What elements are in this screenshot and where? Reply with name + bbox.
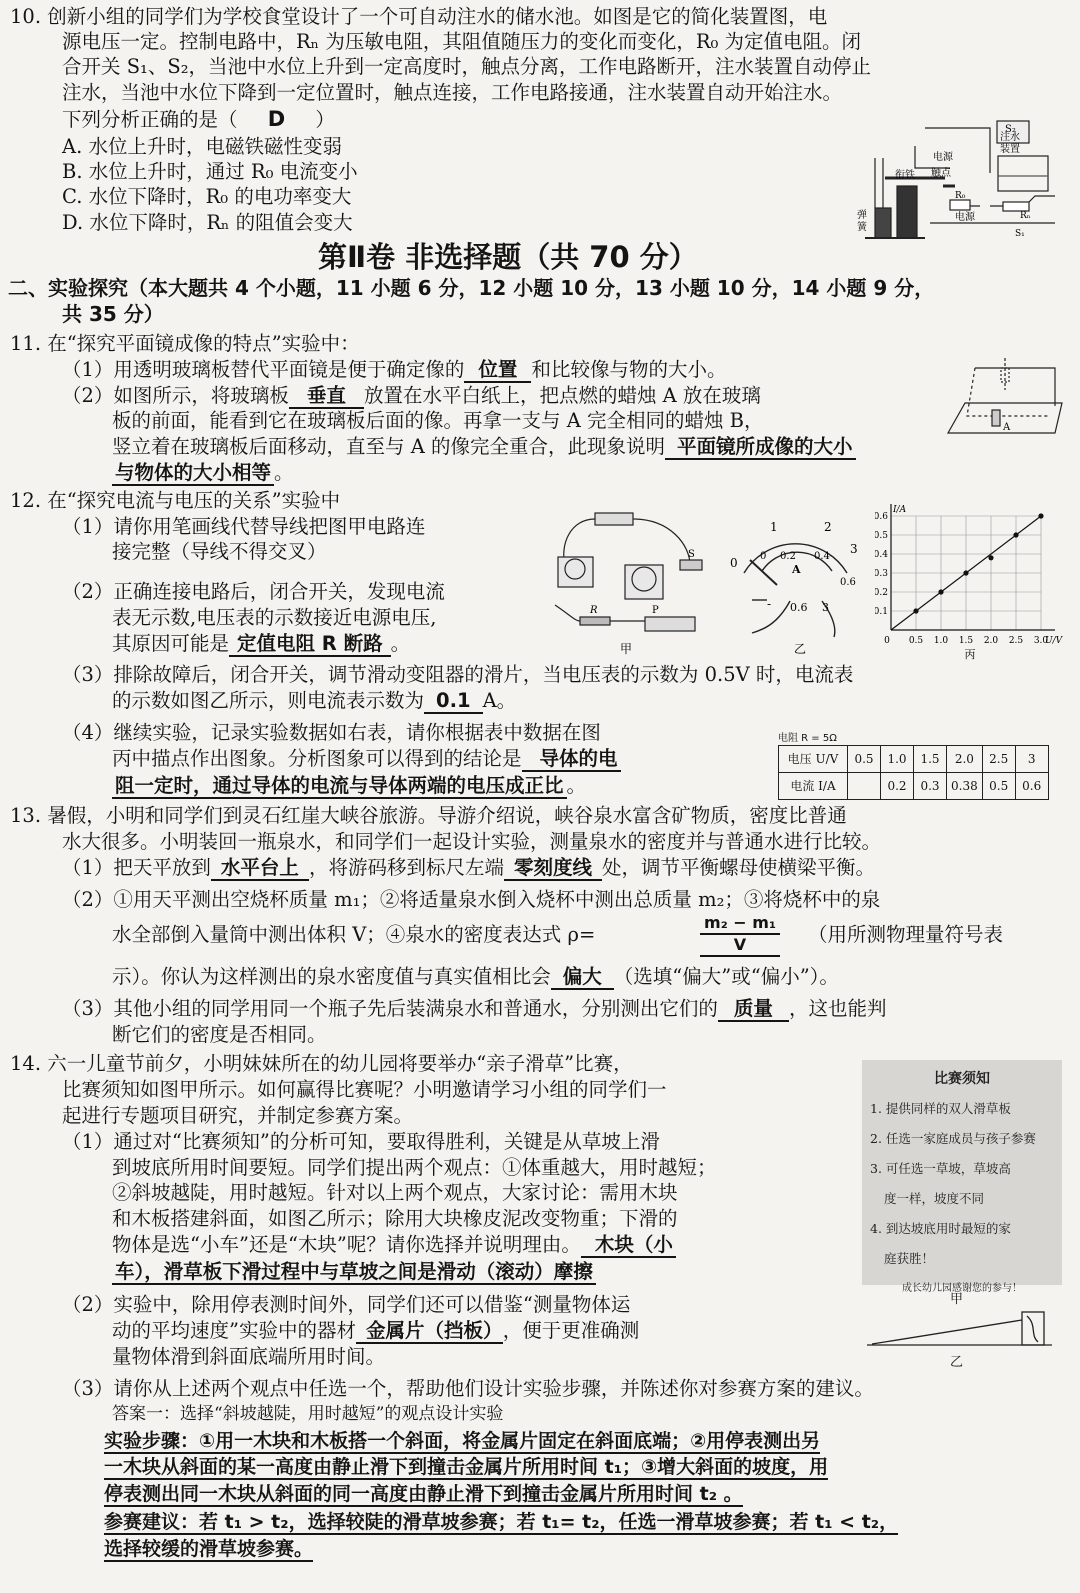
q14-part2b-text: 动的平均速度”实验中的器材 xyxy=(112,1319,356,1342)
q14-fig-yi: 乙 xyxy=(950,1355,964,1370)
q10-fig-contact: 触点 xyxy=(931,168,951,179)
notice-title: 比赛须知 xyxy=(934,1071,990,1087)
q11-answer-3a: 平面镜所成像的大小 xyxy=(665,435,856,460)
q13-part2b xyxy=(112,924,595,946)
q12-iu-chart xyxy=(875,498,1070,660)
q13-part2d-end: （选填“偏大”或“偏小”）。 xyxy=(613,965,839,988)
q13-part3b: 断它们的密度是否相同。 xyxy=(112,1023,327,1046)
q14-notice-board xyxy=(862,1060,1062,1294)
q10-fig-spring2: 簧 xyxy=(857,222,867,233)
q13-part2d xyxy=(112,966,839,988)
q12-table xyxy=(778,745,1049,800)
chart-data-point xyxy=(988,555,993,560)
table-cell xyxy=(848,773,881,800)
ammeter-scale-04: 0.4 xyxy=(814,551,830,562)
q13-part1-text-b: ，将游码移到标尺左端 xyxy=(308,856,504,879)
chart-data-point xyxy=(1013,532,1018,537)
q11-mirror-svg xyxy=(945,338,1063,438)
q12-answer-4b: 阻一定时，通过导体的电流与导体两端的电压成正比 xyxy=(112,774,567,799)
q13-line2: 水大很多。小明装回一瓶泉水，和同学们一起设计实验，测量泉水的密度并与普通水进行比较。 xyxy=(62,830,882,853)
q11-part2-line2: 板的前面，能看到它在玻璃板后面的像。再拿一支与 A 完全相同的蜡烛 B， xyxy=(112,409,764,432)
q11-part2-text-b: 放置在水平白纸上，把点燃的蜡烛 A 放在玻璃 xyxy=(363,384,761,407)
q13-part3a-text: （3）其他小组的同学用同一个瓶子先后装满泉水和普通水，分别测出它们的 xyxy=(62,997,718,1020)
section2-line1: 二、实验探究（本大题共 4 个小题，11 小题 6 分，12 小题 10 分，13 小题 10 分，14 小题 9 分， xyxy=(8,276,935,300)
chart-data-point xyxy=(913,608,918,613)
q14-step-2: 一木块从斜面的某一高度由静止滑下到撞击金属片所用时间 t₁；③增大斜面的坡度，用 xyxy=(104,1456,829,1478)
ammeter-terminal-3: 3 xyxy=(822,601,829,614)
table-row xyxy=(779,746,1049,773)
q11-answer-2: 垂直 xyxy=(289,384,364,409)
q11-period: 。 xyxy=(274,461,294,484)
chart-caption: 丙 xyxy=(964,648,976,660)
q12-fig-jia: 甲 xyxy=(620,642,633,655)
chart-x-tick-label: 2.5 xyxy=(1008,636,1024,646)
q14-part1c: ②斜坡越陡，用时越短。针对以上两个观点，大家讨论：需用木块 xyxy=(112,1181,678,1204)
q12-title: 12. 在“探究电流与电压的关系”实验中 xyxy=(10,489,341,512)
table-cell: 2.5 xyxy=(982,746,1015,773)
q13-density-fraction xyxy=(700,913,780,957)
ammeter-terminal-06: 0.6 xyxy=(790,601,808,614)
q14-line2: 比赛须知如图甲所示。如何赢得比赛呢？小明邀请学习小组的同学们一 xyxy=(62,1078,667,1101)
notice-item: 4. 到达坡底用时最短的家 xyxy=(870,1221,1011,1236)
q12-part4b-text: 丙中描点作出图象。分析图象可以得到的结论是 xyxy=(112,747,522,770)
q10-fig-s2: S₂ xyxy=(1005,124,1016,135)
q13-line1: 13. 暑假，小明和同学们到灵石红崖大峡谷旅游。导游介绍说，峡谷泉水富含矿物质，密度比普通 xyxy=(10,804,847,827)
q12-part3b-text: 的示数如图乙所示，则电流表示数为 xyxy=(112,689,425,712)
chart-x-tick-label: 2.0 xyxy=(983,636,999,646)
q11-part2 xyxy=(62,385,761,407)
q12-data-table xyxy=(778,745,1049,800)
q14-part2b-end: ，便于更准确测 xyxy=(502,1319,640,1342)
q12-part2b: 表无示数,电压表的示数接近电源电压, xyxy=(112,606,437,629)
q10-answer: D xyxy=(267,107,286,131)
ammeter-unit: A xyxy=(792,563,801,576)
q13-part1-text: （1）把天平放到 xyxy=(62,856,211,879)
q12-table-caption: 电阻 R = 5Ω xyxy=(778,733,837,744)
q13-answer-3: 偏大 xyxy=(551,965,614,990)
q13-part2d-text: 示）。你认为这样测出的泉水密度值与真实值相比会 xyxy=(112,965,551,988)
table-cell: 1.5 xyxy=(914,746,947,773)
q12-part4c xyxy=(112,775,586,797)
q12-fig-yi: 乙 xyxy=(794,642,807,655)
chart-y-axis-label: I/A xyxy=(893,505,907,515)
q13-part1-text-c: 处，调节平衡螺母使横梁平衡。 xyxy=(601,856,875,879)
q12-answer-3: 0.1 xyxy=(424,689,483,714)
ammeter-tick-2: 2 xyxy=(824,520,832,534)
q10-line5 xyxy=(62,108,335,131)
q14-part2d: 量物体滑到斜面底端所用时间。 xyxy=(112,1345,386,1368)
q12-part2c-text: 其原因可能是 xyxy=(112,632,230,655)
q10-fig-s1: S₁ xyxy=(1015,229,1025,239)
q14-line3: 起进行专题项目研究，并制定参赛方案。 xyxy=(62,1104,414,1127)
ammeter-terminal-minus: - xyxy=(767,597,772,611)
q12-ammeter-figure xyxy=(722,515,872,655)
q12-part3a: （3）排除故障后，闭合开关，调节滑动变阻器的滑片，当电压表的示数为 0.5V 时，电流表 xyxy=(62,663,854,686)
q10-option-d: D. 水位下降时，Rₙ 的阻值会变大 xyxy=(62,211,353,234)
q12-ammeter-svg xyxy=(722,515,872,655)
q13-part2c: （用所测物理量符号表 xyxy=(808,923,1004,946)
q14-line1: 14. 六一儿童节前夕，小明妹妹所在的幼儿园将要举办“亲子滑草”比赛， xyxy=(10,1052,633,1075)
q14-answer-1b: 车），滑草板下滑过程中与草坡之间是滑动（滚动）摩擦 xyxy=(112,1260,596,1285)
q10-fig-inject: 注水 xyxy=(1000,132,1020,143)
q10-stem-end: ） xyxy=(315,108,335,131)
q11-part2-text: （2）如图所示，将玻璃板 xyxy=(62,384,289,407)
q11-mirror-figure xyxy=(945,338,1063,438)
table-cell: 0.3 xyxy=(914,773,947,800)
q10-option-a: A. 水位上升时，电磁铁磁性变弱 xyxy=(62,135,342,158)
ammeter-scale-0: 0 xyxy=(760,551,767,562)
table-cell: 3 xyxy=(1015,746,1048,773)
notice-item-cont: 度一样，坡度不同 xyxy=(884,1191,985,1206)
notice-item: 2. 任选一家庭成员与孩子参赛 xyxy=(870,1131,1036,1146)
q10-circuit-figure xyxy=(855,118,1070,243)
fraction-numerator: m₂ − m₁ xyxy=(700,913,780,935)
q13-answer-2: 零刻度线 xyxy=(504,856,602,881)
q11-part1-text-b: 和比较像与物的大小。 xyxy=(531,358,727,381)
q13-part3a-end: ，这也能判 xyxy=(788,997,887,1020)
chart-data-point xyxy=(963,570,968,575)
table-cell: 0.6 xyxy=(1015,773,1048,800)
q14-fig-jia: 甲 xyxy=(950,1292,964,1307)
q11-answer-1: 位置 xyxy=(464,358,531,383)
table-row xyxy=(779,773,1049,800)
q10-stem: 下列分析正确的是（ xyxy=(62,108,238,131)
chart-y-tick-label: 0.4 xyxy=(875,550,888,560)
q10-option-c: C. 水位下降时，R₀ 的电功率变大 xyxy=(62,185,352,208)
q10-fig-device: 装置 xyxy=(1000,144,1020,155)
q10-fig-power2: 电源 xyxy=(955,212,975,223)
chart-y-tick-label: 0.1 xyxy=(875,607,888,617)
q12-answer-2: 定值电阻 R 断路 xyxy=(229,632,391,657)
fraction-denominator: V xyxy=(700,935,780,957)
q11-part1 xyxy=(62,359,726,381)
q10-line4: 注水，当池中水位下降到一定位置时，触点连接，工作电路接通，注水装置自动开始注水。 xyxy=(62,81,843,104)
notice-footer: 成长幼儿园感谢您的参与！ xyxy=(902,1283,1022,1294)
q14-answer-2: 金属片（挡板） xyxy=(356,1319,503,1344)
q14-part1a: （1）通过对“比赛须知”的分析可知，要取得胜利，关键是从草坡上滑 xyxy=(62,1130,660,1153)
q10-option-b: B. 水位上升时，通过 R₀ 电流变小 xyxy=(62,160,358,183)
chart-y-tick-label: 0.5 xyxy=(875,531,888,541)
q14-answer-1a: 木块（小 xyxy=(581,1233,676,1258)
q11-part2-line4 xyxy=(112,462,294,484)
q10-line1: 10. 创新小组的同学们为学校食堂设计了一个可自动注水的储水池。如图是它的简化装置图，电 xyxy=(10,5,828,28)
chart-y-tick-label: 0.2 xyxy=(875,588,888,598)
part2-title: 第Ⅱ卷 非选择题（共 70 分） xyxy=(318,240,698,274)
q12-answer-4a: 导体的电 xyxy=(522,747,621,772)
q11-part2-text-d: 竖立着在玻璃板后面移动，直至与 A 的像完全重合，此现象说明 xyxy=(112,435,665,458)
q14-step-3: 停表测出同一木块从斜面的同一高度由静止滑下到撞击金属片所用时间 t₂ 。 xyxy=(104,1483,743,1505)
table-row-head: 电压 U/V xyxy=(779,746,848,773)
q12-fig-r: R xyxy=(590,605,598,616)
ammeter-scale-06: 0.6 xyxy=(840,577,856,588)
table-row-head: 电流 I/A xyxy=(779,773,848,800)
q14-part1b: 到坡底所用时间要短。同学们提出两个观点：①体重越大，用时越短； xyxy=(112,1156,717,1179)
table-cell: 0.2 xyxy=(881,773,914,800)
ammeter-tick-3: 3 xyxy=(850,542,858,556)
q14-part3a: （3）请你从上述两个观点中任选一个，帮助他们设计实验步骤，并陈述你对参赛方案的建议。 xyxy=(62,1377,874,1400)
chart-data-point xyxy=(938,589,943,594)
q12-part1b: 接完整（导线不得交叉） xyxy=(112,540,327,563)
q10-fig-power1: 电源 xyxy=(933,152,953,163)
q10-fig-r0: R₀ xyxy=(955,191,966,201)
table-cell: 0.38 xyxy=(947,773,983,800)
q11-title: 11. 在“探究平面镜成像的特点”实验中： xyxy=(10,332,360,355)
q10-fig-iron: 衔铁 xyxy=(895,170,915,181)
q13-answer-4: 质量 xyxy=(718,997,789,1022)
q14-part3b: 答案一：选择“斜坡越陡，用时越短”的观点设计实验 xyxy=(112,1404,504,1424)
q10-fig-spring: 弹 xyxy=(857,210,867,221)
q13-answer-1: 水平台上 xyxy=(211,856,309,881)
q10-line2: 源电压一定。控制电路中，Rₙ 为压敏电阻，其阻值随压力的变化而变化，R₀ 为定值电阻。闭 xyxy=(62,30,862,53)
q11-part2-line3 xyxy=(112,436,856,458)
q14-suggestion-1: 参赛建议：若 t₁ > t₂，选择较陡的滑草坡参赛；若 t₁= t₂，任选一滑草坡参赛；若 t₁ < t₂， xyxy=(104,1511,899,1533)
notice-item: 1. 提供同样的双人滑草板 xyxy=(870,1101,1011,1116)
q13-part3a xyxy=(62,998,886,1020)
q14-suggestion-2: 选择较缓的滑草坡参赛。 xyxy=(104,1538,314,1560)
ammeter-tick-0: 0 xyxy=(730,556,738,570)
table-cell: 1.0 xyxy=(881,746,914,773)
q12-circuit-figure xyxy=(540,505,715,655)
q12-part3b xyxy=(112,690,516,712)
q12-part2a: （2）正确连接电路后，闭合开关，发现电流 xyxy=(62,580,445,603)
q12-part1a: （1）请你用笔画线代替导线把图甲电路连 xyxy=(62,515,426,538)
table-cell: 0.5 xyxy=(848,746,881,773)
section2-line2: 共 35 分） xyxy=(62,302,164,326)
q12-part2c xyxy=(112,633,410,655)
q11-answer-3b: 与物体的大小相等 xyxy=(112,461,274,486)
q12-part2c-end: 。 xyxy=(390,632,411,655)
q12-fig-s: S xyxy=(688,549,695,560)
notice-item: 3. 可任选一草坡，草坡高 xyxy=(870,1161,1011,1176)
q12-part3b-end: A。 xyxy=(482,689,517,712)
q14-part1f xyxy=(112,1261,596,1283)
q12-period: 。 xyxy=(566,774,587,797)
chart-data-point xyxy=(1038,513,1043,518)
chart-x-tick-label: 0.5 xyxy=(908,636,924,646)
q13-part2b-text: 水全部倒入量筒中测出体积 V；④泉水的密度表达式 ρ= xyxy=(112,923,596,946)
q14-step-1: 实验步骤：①用一木块和木板搭一个斜面，将金属片固定在斜面底端；②用停表测出另 xyxy=(104,1430,821,1452)
q12-fig-p: P xyxy=(652,605,659,616)
q14-part2a: （2）实验中，除用停表测时间外，同学们还可以借鉴“测量物体运 xyxy=(62,1293,631,1316)
q10-line3: 合开关 S₁、S₂，当池中水位上升到一定高度时，触点分离，工作电路断开，注水装置自动停止 xyxy=(62,55,872,78)
q12-part4b xyxy=(112,748,621,770)
q14-part2b xyxy=(112,1320,639,1342)
q13-part1 xyxy=(62,857,875,879)
q14-part1e-text: 物体是选“小车”还是“木块”呢？请你选择并说明理由。 xyxy=(112,1233,581,1256)
notice-item-cont: 庭获胜！ xyxy=(884,1251,935,1266)
table-cell: 0.5 xyxy=(982,773,1015,800)
ammeter-tick-1: 1 xyxy=(770,520,778,534)
chart-x-tick-label: 1.5 xyxy=(958,636,974,646)
q10-circuit-svg xyxy=(855,118,1070,243)
q12-chart-figure xyxy=(875,498,1070,660)
ammeter-scale-02: 0.2 xyxy=(780,551,796,562)
q14-part1e xyxy=(112,1234,676,1256)
q10-fig-rn: Rₙ xyxy=(1020,211,1031,221)
chart-y-tick-label: 0.3 xyxy=(875,569,888,579)
q11-part1-text: （1）用透明玻璃板替代平面镜是便于确定像的 xyxy=(62,358,465,381)
table-cell: 2.0 xyxy=(947,746,983,773)
q13-part2a: （2）①用天平测出空烧杯质量 m₁；②将适量泉水倒入烧杯中测出总质量 m₂；③将烧杯中的泉 xyxy=(62,888,881,911)
chart-x-tick-label: 1.0 xyxy=(933,636,949,646)
q14-part1d: 和木板搭建斜面，如图乙所示；除用大块橡皮泥改变物重；下滑的 xyxy=(112,1207,678,1230)
chart-x-axis-label: U/V xyxy=(1045,636,1063,646)
q12-circuit-svg xyxy=(540,505,715,655)
chart-origin-label: 0 xyxy=(884,636,890,646)
q12-part4a: （4）继续实验，记录实验数据如右表，请你根据表中数据在图 xyxy=(62,721,601,744)
chart-x-tick-label: 3.0 xyxy=(1033,636,1049,646)
q11-fig-label-a: A xyxy=(1003,422,1011,433)
chart-y-tick-label: 0.6 xyxy=(875,512,888,522)
